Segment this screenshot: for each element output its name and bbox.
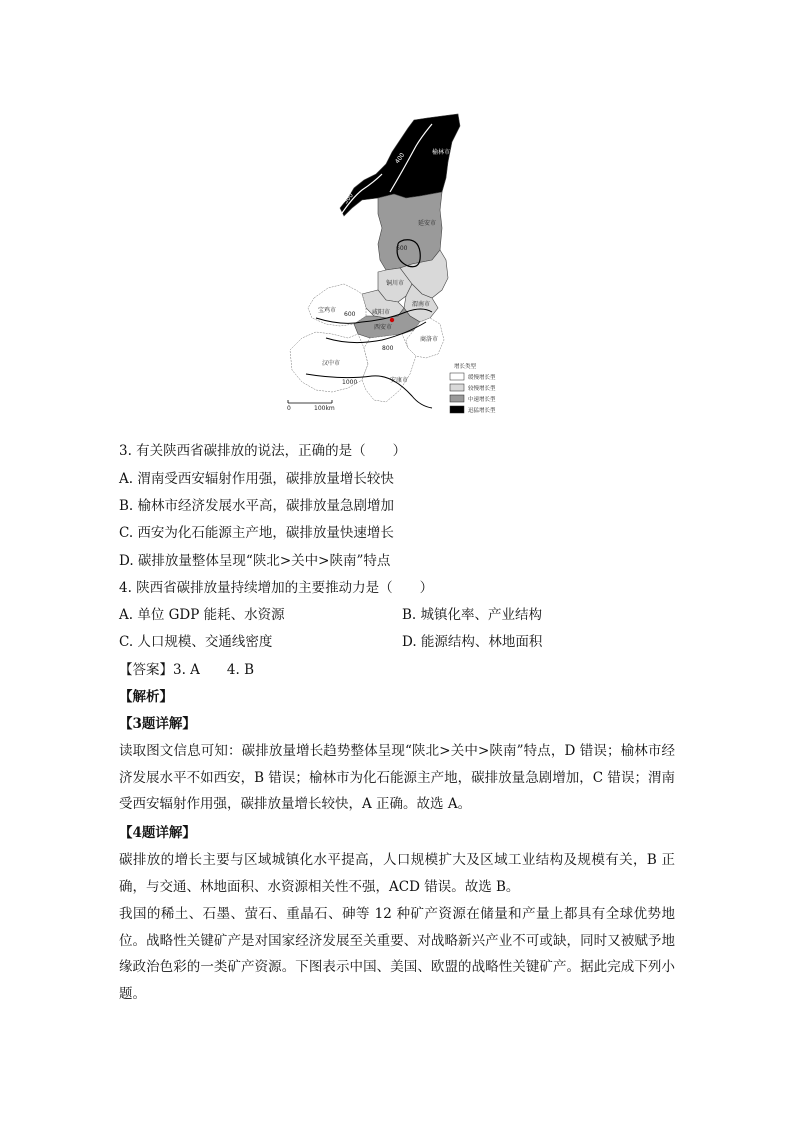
legend-label-slower: 较慢增长型 xyxy=(468,386,496,392)
question-3-option-a: A. 渭南受西安辐射作用强，碳排放量增长较快 xyxy=(119,471,394,487)
question-3-stem: 3. 有关陕西省碳排放的说法，正确的是（ ） xyxy=(119,443,407,459)
question-4-option-d: D. 能源结构、林地面积 xyxy=(402,634,543,650)
question-3-option-d: D. 碳排放量整体呈现“陕北>关中>陕南”特点 xyxy=(119,553,391,569)
map-legend xyxy=(450,362,496,414)
xian-marker xyxy=(390,318,394,322)
label-tongchuan: 铜川市 xyxy=(386,280,405,287)
detail-3-heading: 【3题详解】 xyxy=(119,716,196,732)
shaanxi-carbon-map xyxy=(282,112,518,420)
label-xianyang: 咸阳市 xyxy=(372,309,391,316)
label-yulin: 榆林市 xyxy=(432,149,451,156)
question-4-option-c: C. 人口规模、交通线密度 xyxy=(119,634,273,650)
question-4-stem: 4. 陕西省碳排放量持续增加的主要推动力是（ ） xyxy=(119,580,434,596)
label-isoline-1000: 1000 xyxy=(342,379,358,386)
legend-swatch-slow xyxy=(450,373,464,380)
intro-paragraph: 我国的稀土、石墨、萤石、重晶石、砷等 12 种矿产资源在储量和产量上都具有全球优势地位。战略性关键矿产是对国家经济发展至关重要、对战略新兴产业不可或缺，同时又被赋予地缘政治色彩的一类矿产资源。下图表示中国、美国、欧盟的战略性关键矿产。据此完成下列小题。 xyxy=(119,906,675,1002)
analysis-heading: 【解析】 xyxy=(119,689,173,705)
label-shangluo: 商洛市 xyxy=(420,336,439,343)
label-isoline-800: 800 xyxy=(382,345,394,352)
label-isoline-500: 500 xyxy=(342,192,355,206)
scale-distance: 100km xyxy=(314,405,335,412)
label-weinan: 渭南市 xyxy=(412,301,431,308)
label-hanzhong: 汉中市 xyxy=(322,360,341,367)
map-figure xyxy=(282,112,518,420)
legend-swatch-medium xyxy=(450,395,464,402)
label-isoline-600-a: 600 xyxy=(396,245,408,252)
label-ankang: 安康市 xyxy=(390,377,409,384)
question-3-option-b: B. 榆林市经济发展水平高，碳排放量急剧增加 xyxy=(119,498,395,514)
detail-4-heading: 【4题详解】 xyxy=(119,825,196,841)
label-xian: 西安市 xyxy=(374,324,393,331)
answer-line: 【答案】3. A 4. B xyxy=(119,662,255,678)
legend-title: 增长类型 xyxy=(454,364,477,370)
question-4-option-a: A. 单位 GDP 能耗、水资源 xyxy=(119,607,285,623)
legend-label-slow: 缓慢增长型 xyxy=(468,375,496,381)
legend-label-medium: 中速增长型 xyxy=(468,397,496,403)
question-4-option-b: B. 城镇化率、产业结构 xyxy=(402,607,543,623)
baoji-region xyxy=(308,284,366,326)
yanan-region xyxy=(378,192,442,270)
scale-zero: 0 xyxy=(287,405,291,412)
question-3-option-c: C. 西安为化石能源主产地，碳排放量快速增长 xyxy=(119,525,394,541)
label-isoline-400: 400 xyxy=(393,151,407,166)
label-isoline-600-b: 600 xyxy=(344,311,356,318)
label-baoji: 宝鸡市 xyxy=(318,307,337,314)
detail-3-body: 读取图文信息可知：碳排放量增长趋势整体呈现“陕北>关中>陕南”特点，D 错误；榆林市经济发展水平不如西安，B 错误；榆林市为化石能源主产地，碳排放量急剧增加，C 错误；渭南受西安辐射作用强，碳排放量增长较快，A 正确。故选 A。 xyxy=(119,743,675,812)
detail-4-body: 碳排放的增长主要与区域城镇化水平提高，人口规模扩大及区域工业结构及规模有关，B 正确，与交通、林地面积、水资源相关性不强，ACD 错误。故选 B。 xyxy=(119,852,675,895)
legend-swatch-rapid xyxy=(450,406,464,413)
legend-label-rapid: 迅猛增长型 xyxy=(468,408,496,414)
label-yanan: 延安市 xyxy=(418,220,437,227)
legend-swatch-slower xyxy=(450,384,464,391)
